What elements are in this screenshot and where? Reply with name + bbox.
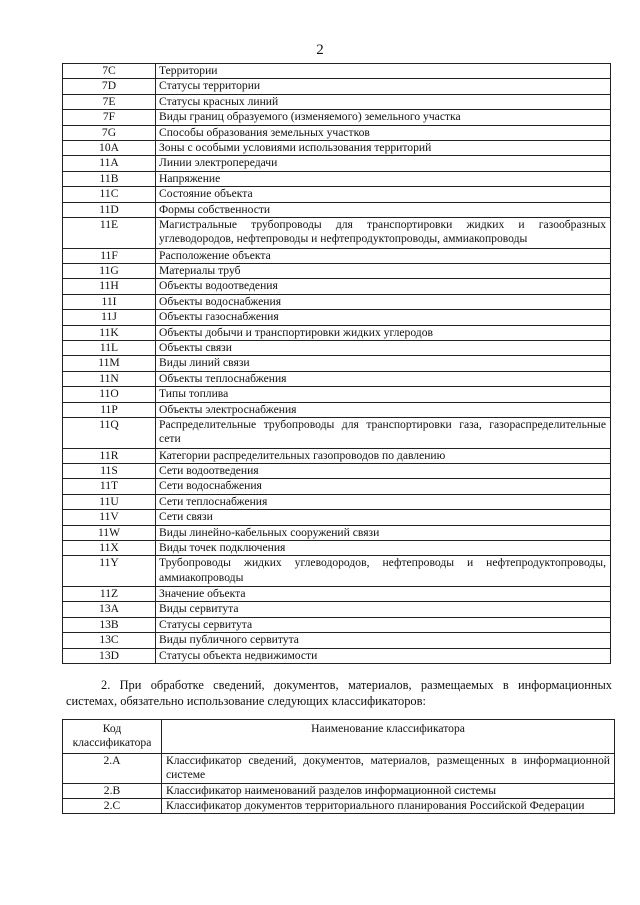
row-code: 11O	[63, 387, 156, 402]
table-row	[63, 602, 611, 617]
table-row	[63, 633, 611, 648]
row-code: 7C	[63, 64, 156, 79]
row-name: Виды сервитута	[156, 602, 611, 617]
row-code: 11L	[63, 341, 156, 356]
row-code: 11X	[63, 540, 156, 555]
table-row	[63, 356, 611, 371]
table-row	[63, 171, 611, 186]
table-row	[63, 479, 611, 494]
row-code: 7D	[63, 79, 156, 94]
table-row	[63, 125, 611, 140]
row-name: Объекты добычи и транспортировки жидких углеродов	[156, 325, 611, 340]
classifier-values-table	[62, 63, 611, 664]
row-code: 2.C	[63, 799, 162, 814]
row-code: 11Q	[63, 418, 156, 449]
row-name: Способы образования земельных участков	[156, 125, 611, 140]
table-row	[63, 556, 611, 587]
table-row	[63, 110, 611, 125]
row-code: 11F	[63, 248, 156, 263]
table-row	[63, 617, 611, 632]
table-row	[63, 64, 611, 79]
table-row	[63, 202, 611, 217]
row-code: 11U	[63, 494, 156, 509]
row-name: Объекты газоснабжения	[156, 310, 611, 325]
table-row	[63, 294, 611, 309]
row-code: 10A	[63, 141, 156, 156]
table-header-row	[63, 720, 615, 754]
row-name: Зоны с особыми условиями использования территорий	[156, 141, 611, 156]
table-row	[63, 402, 611, 417]
row-code: 13A	[63, 602, 156, 617]
table-row	[63, 263, 611, 278]
row-name: Объекты электроснабжения	[156, 402, 611, 417]
row-code: 13C	[63, 633, 156, 648]
table-row	[63, 463, 611, 478]
row-name: Классификатор документов территориального планирования Российской Федерации	[162, 799, 615, 814]
row-code: 11Z	[63, 586, 156, 601]
row-name: Материалы труб	[156, 263, 611, 278]
row-code: 2.A	[63, 753, 162, 783]
row-name: Виды линейно-кабельных сооружений связи	[156, 525, 611, 540]
row-code: 11K	[63, 325, 156, 340]
row-name: Виды точек подключения	[156, 540, 611, 555]
row-code: 13B	[63, 617, 156, 632]
table-row	[63, 156, 611, 171]
row-code: 11W	[63, 525, 156, 540]
row-name: Распределительные трубопроводы для транспортировки газа, газораспределительные сети	[156, 418, 611, 449]
row-name: Классификатор сведений, документов, материалов, размещенных в информационной системе	[162, 753, 615, 783]
table-row	[63, 753, 615, 783]
row-name: Трубопроводы жидких углеводородов, нефтепроводы и нефтепродуктопроводы, аммиакопроводы	[156, 556, 611, 587]
row-name: Объекты водоснабжения	[156, 294, 611, 309]
row-name: Объекты теплоснабжения	[156, 371, 611, 386]
row-name: Виды линий связи	[156, 356, 611, 371]
row-code: 11S	[63, 463, 156, 478]
row-name: Расположение объекта	[156, 248, 611, 263]
table-row	[63, 341, 611, 356]
row-name: Сети теплоснабжения	[156, 494, 611, 509]
table-row	[63, 418, 611, 449]
row-code: 7G	[63, 125, 156, 140]
table-row	[63, 187, 611, 202]
table-row	[63, 141, 611, 156]
table-row	[63, 325, 611, 340]
classifiers-table	[62, 719, 615, 814]
table-row	[63, 510, 611, 525]
row-name: Статусы красных линий	[156, 94, 611, 109]
row-code: 11I	[63, 294, 156, 309]
row-code: 11G	[63, 263, 156, 278]
table-row	[63, 310, 611, 325]
table-row	[63, 799, 615, 814]
row-name: Объекты связи	[156, 341, 611, 356]
row-name: Напряжение	[156, 171, 611, 186]
table-row	[63, 371, 611, 386]
table-row	[63, 586, 611, 601]
row-code: 11H	[63, 279, 156, 294]
table-row	[63, 540, 611, 555]
row-name: Магистральные трубопроводы для транспортировки жидких и газообразных углеводородов, нефтепроводы и нефтепродуктопроводы, аммиакопроводы	[156, 218, 611, 249]
row-name: Формы собственности	[156, 202, 611, 217]
paragraph-2: 2. При обработке сведений, документов, материалов, размещаемых в информационных системах, обязательно использование следующих классификаторов:	[66, 678, 612, 708]
row-code: 11R	[63, 448, 156, 463]
row-name: Линии электропередачи	[156, 156, 611, 171]
row-code: 11M	[63, 356, 156, 371]
row-name: Статусы территории	[156, 79, 611, 94]
row-code: 11E	[63, 218, 156, 249]
row-code: 11B	[63, 171, 156, 186]
row-code: 11D	[63, 202, 156, 217]
header-name: Наименование классификатора	[162, 720, 615, 754]
row-name: Значение объекта	[156, 586, 611, 601]
header-code: Код классификатора	[63, 720, 162, 754]
table-row	[63, 648, 611, 663]
row-code: 11N	[63, 371, 156, 386]
row-name: Классификатор наименований разделов информационной системы	[162, 783, 615, 798]
table-row	[63, 448, 611, 463]
table-row	[63, 94, 611, 109]
table-row	[63, 525, 611, 540]
row-name: Статусы сервитута	[156, 617, 611, 632]
row-code: 11V	[63, 510, 156, 525]
table-row	[63, 248, 611, 263]
row-code: 7E	[63, 94, 156, 109]
row-name: Сети водоснабжения	[156, 479, 611, 494]
table-row	[63, 387, 611, 402]
row-name: Сети связи	[156, 510, 611, 525]
row-code: 11P	[63, 402, 156, 417]
table-row	[63, 218, 611, 249]
row-name: Статусы объекта недвижимости	[156, 648, 611, 663]
table-row	[63, 494, 611, 509]
row-name: Категории распределительных газопроводов по давлению	[156, 448, 611, 463]
row-name: Сети водоотведения	[156, 463, 611, 478]
row-code: 2.B	[63, 783, 162, 798]
table-row	[63, 79, 611, 94]
row-name: Виды публичного сервитута	[156, 633, 611, 648]
row-code: 11A	[63, 156, 156, 171]
row-name: Состояние объекта	[156, 187, 611, 202]
row-name: Виды границ образуемого (изменяемого) земельного участка	[156, 110, 611, 125]
row-name: Объекты водоотведения	[156, 279, 611, 294]
row-code: 11J	[63, 310, 156, 325]
page-number: 2	[316, 42, 324, 58]
row-code: 11T	[63, 479, 156, 494]
row-name: Территории	[156, 64, 611, 79]
row-code: 13D	[63, 648, 156, 663]
row-code: 11C	[63, 187, 156, 202]
row-code: 11Y	[63, 556, 156, 587]
row-code: 7F	[63, 110, 156, 125]
table-row	[63, 783, 615, 798]
row-name: Типы топлива	[156, 387, 611, 402]
table-row	[63, 279, 611, 294]
